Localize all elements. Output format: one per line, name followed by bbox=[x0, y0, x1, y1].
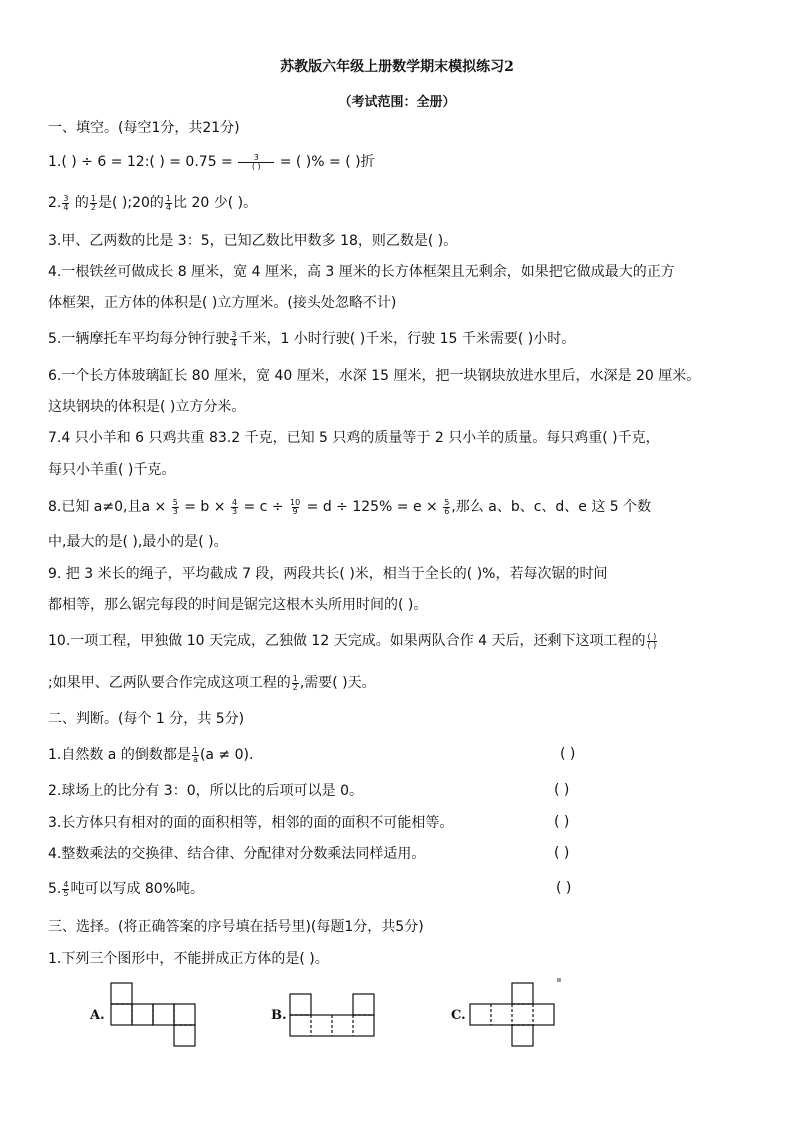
scan-mark bbox=[557, 978, 561, 982]
judge-item-5: 5. $\frac{4}{5}$ 吨可以写成 80%吨。 bbox=[48, 879, 205, 898]
fraction: $\frac{3}{4}$ bbox=[63, 193, 69, 212]
fraction: $\frac{1}{2}$ bbox=[90, 193, 96, 212]
answer-bracket[interactable]: ( ) bbox=[554, 782, 570, 798]
fraction: $\frac{4}{3}$ bbox=[231, 497, 238, 516]
question-1-6-line2: 这块钢块的体积是( )立方分米。 bbox=[48, 399, 246, 415]
cube-net-a[interactable] bbox=[111, 983, 201, 1047]
question-1-8-line1: 8.已知 a≠0,且a × $\frac{5}{3}$ = b × $\frac{4}{3}$ = c ÷ $\frac{10}{9}$ = d ÷ 125% = e × $\frac{5}{6}$ ,那么 a、b、c、d、e 这 5 个数 bbox=[48, 497, 652, 516]
fraction: $\frac{1}{2}$ bbox=[292, 673, 298, 692]
section2-heading: 二、判断。(每个 1 分，共 5分) bbox=[48, 711, 245, 727]
fraction: $\frac{3}{( )}$ bbox=[238, 154, 274, 171]
answer-bracket[interactable]: ( ) bbox=[554, 814, 570, 830]
question-1-3: 3.甲、乙两数的比是 3：5，已知乙数比甲数多 18，则乙数是( )。 bbox=[48, 233, 458, 249]
question-1-8-line2: 中,最大的是( ),最小的是( )。 bbox=[48, 534, 228, 550]
page-title: 苏教版六年级上册数学期末模拟练习2 bbox=[280, 59, 514, 75]
option-a-label[interactable]: A. bbox=[90, 1008, 105, 1023]
question-1-4-line2: 体框架，正方体的体积是( )立方厘米。(接头处忽略不计) bbox=[48, 295, 397, 311]
judge-item-3: 3.长方体只有相对的面的面积相等，相邻的面的面积不可能相等。 bbox=[48, 815, 454, 831]
answer-bracket[interactable]: ( ) bbox=[560, 746, 576, 762]
cube-net-c[interactable] bbox=[470, 983, 560, 1049]
question-1-4-line1: 4.一根铁丝可做成长 8 厘米，宽 4 厘米，高 3 厘米的长方体框架且无剩余，如果把它做成最大的正方 bbox=[48, 264, 675, 280]
question-1-6-line1: 6.一个长方体玻璃缸长 80 厘米，宽 40 厘米，水深 15 厘米，把一块钢块放进水里后，水深是 20 厘米。 bbox=[48, 368, 701, 384]
cube-net-b[interactable] bbox=[290, 994, 380, 1038]
fraction: $\frac{5}{3}$ bbox=[172, 497, 178, 516]
question-1-1: 1.( ) ÷ 6 = 12:( ) = 0.75 = $\frac{3}{( )}$ = ( )% = ( )折 bbox=[48, 152, 375, 171]
question-1-9-line2: 都相等，那么锯完每段的时间是锯完这根木头所用时间的( )。 bbox=[48, 597, 428, 613]
question-1-5: 5.一辆摩托车平均每分钟行驶 $\frac{3}{4}$ 千米，1 小时行驶( )千米，行驶 15 千米需要( )小时。 bbox=[48, 329, 576, 348]
question-1-7-line1: 7.4 只小羊和 6 只鸡共重 83.2 千克，已知 5 只鸡的质量等于 2 只小羊的质量。每只鸡重( )千克， bbox=[48, 430, 660, 446]
question-1-10-line2: ;如果甲、乙两队要合作完成这项工程的 $\frac{1}{2}$ ,需要( )天。 bbox=[48, 673, 376, 692]
question-1-7-line2: 每只小羊重( )千克。 bbox=[48, 462, 176, 478]
answer-bracket[interactable]: ( ) bbox=[554, 845, 570, 861]
fraction: $\frac{( )}{( )}$ bbox=[647, 631, 657, 650]
page-subtitle: （考试范围：全册） bbox=[338, 95, 456, 110]
fraction: $\frac{4}{5}$ bbox=[63, 879, 69, 898]
judge-item-2: 2.球场上的比分有 3：0，所以比的后项可以是 0。 bbox=[48, 783, 363, 799]
fraction: $\frac{10}{9}$ bbox=[290, 497, 301, 516]
fraction: $\frac{1}{4}$ bbox=[165, 193, 171, 212]
question-1-9-line1: 9. 把 3 米长的绳子，平均截成 7 段，两段共长( )米，相当于全长的( )%，若每次锯的时间 bbox=[48, 566, 608, 582]
section1-heading: 一、填空。(每空1分，共21分) bbox=[48, 120, 240, 136]
fraction: $\frac{3}{4}$ bbox=[231, 329, 237, 348]
judge-item-4: 4.整数乘法的交换律、结合律、分配律对分数乘法同样适用。 bbox=[48, 846, 426, 862]
option-b-label[interactable]: B. bbox=[271, 1008, 287, 1023]
section3-heading: 三、选择。(将正确答案的序号填在括号里)(每题1分，共5分) bbox=[48, 919, 424, 935]
fraction: $\frac{5}{6}$ bbox=[444, 497, 450, 516]
option-c-label[interactable]: C. bbox=[451, 1008, 466, 1023]
answer-bracket[interactable]: ( ) bbox=[556, 880, 572, 896]
fraction: $\frac{1}{a}$ bbox=[192, 745, 198, 764]
choice-question-1: 1.下列三个图形中，不能拼成正方体的是( )。 bbox=[48, 951, 329, 967]
question-1-2: 2. $\frac{3}{4}$ 的 $\frac{1}{2}$ 是( );20的 $\frac{1}{4}$ 比 20 少( )。 bbox=[48, 193, 258, 212]
judge-item-1: 1.自然数 a 的倒数都是 $\frac{1}{a}$ (a ≠ 0). bbox=[48, 745, 254, 764]
question-1-10-line1: 10.一项工程，甲独做 10 天完成，乙独做 12 天完成。如果两队合作 4 天后，还剩下这项工程的 $\frac{( )}{( )}$ bbox=[48, 631, 657, 650]
